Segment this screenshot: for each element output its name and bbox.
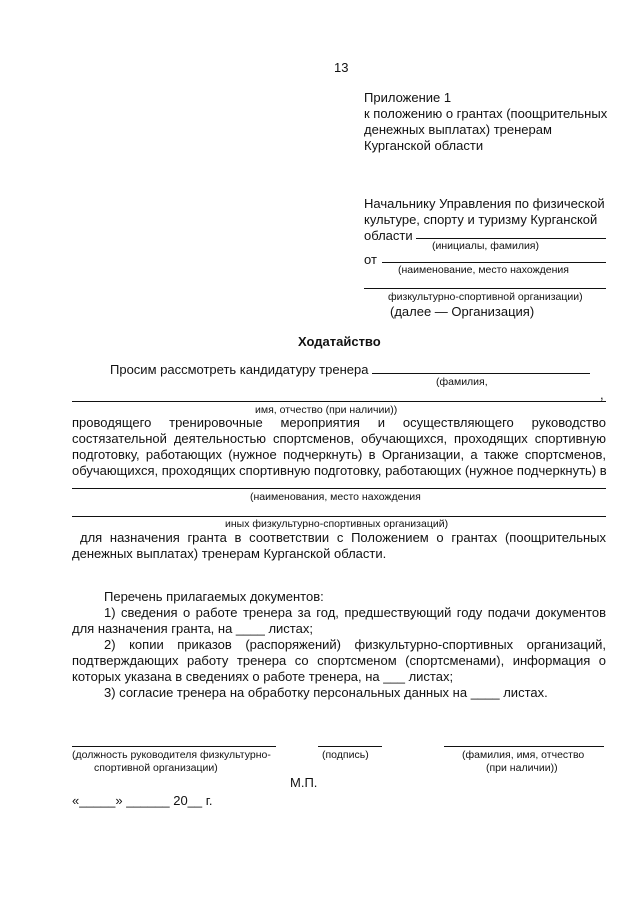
document-item-2-line-2: подтверждающих работу тренера со спортсменом (спортсменами), информация о	[72, 653, 606, 668]
trainer-name-blank	[72, 401, 606, 402]
hereafter-note: (далее — Организация)	[390, 304, 535, 319]
orgs-blank-1	[72, 488, 606, 489]
initials-blank	[416, 238, 606, 239]
appendix-line-3: денежных выплатах) тренерам	[364, 122, 552, 137]
p1-line-2: состязательной деятельностью спортсменов, обучающихся, проходящих спортивную	[72, 431, 606, 446]
document-item-1-line-1: 1) сведения о работе тренера за год, предшествующий году подачи документов	[104, 605, 606, 620]
caption-initials: (инициалы, фамилия)	[432, 240, 539, 252]
addressee-line-3: области	[364, 228, 413, 243]
p1-line-4: обучающихся, проходящих спортивную подготовку, работающих (нужное подчеркнуть) в	[72, 463, 607, 478]
stamp-label: М.П.	[290, 775, 318, 790]
caption-org-type: физкультурно-спортивной организации)	[388, 291, 583, 303]
addressee-line-2: культуре, спорту и туризму Курганской	[364, 212, 598, 227]
caption-fio-1: (фамилия, имя, отчество	[462, 749, 585, 761]
document-item-1-line-2: для назначения гранта, на ____ листах;	[72, 621, 313, 636]
date-line: «_____» ______ 20__ г.	[72, 793, 213, 808]
appendix-line-2: к положению о грантах (поощрительных	[364, 106, 608, 121]
from-blank	[382, 262, 606, 263]
document-item-2-line-3: которых указана в сведениях о работе тренера, на ___ листах;	[72, 669, 454, 684]
comma: ,	[600, 387, 604, 402]
p2-line-1: для назначения гранта в соответствии с Положением о грантах (поощрительных	[80, 530, 606, 545]
document-title: Ходатайство	[298, 334, 381, 349]
from-label: от	[364, 252, 377, 267]
orgs-blank-2	[72, 516, 606, 517]
caption-position-1: (должность руководителя физкультурно-	[72, 749, 271, 761]
document-item-3: 3) согласие тренера на обработку персональных данных на ____ листах.	[104, 685, 548, 700]
org-blank	[364, 288, 606, 289]
caption-surname: (фамилия,	[436, 376, 488, 388]
p1-line-1: проводящего тренировочные мероприятия и осуществляющего руководство	[72, 415, 606, 430]
caption-position-2: спортивной организации)	[94, 762, 218, 774]
documents-heading: Перечень прилагаемых документов:	[104, 589, 324, 604]
caption-other-orgs: иных физкультурно-спортивных организаций)	[225, 518, 449, 530]
trainer-surname-blank	[372, 373, 590, 374]
fio-blank	[444, 746, 604, 747]
p1-line-3: подготовку, работающих (нужное подчеркнуть) в Организации, а также спортсменов,	[72, 447, 606, 462]
page-number: 13	[334, 60, 349, 75]
caption-signature: (подпись)	[322, 749, 369, 761]
addressee-line-1: Начальнику Управления по физической	[364, 196, 605, 211]
p2-line-2: денежных выплатах) тренерам Курганской области.	[72, 546, 387, 561]
caption-org-name: (наименование, место нахождения	[398, 264, 569, 276]
request-text: Просим рассмотреть кандидатуру тренера	[110, 362, 369, 377]
position-blank	[72, 746, 276, 747]
appendix-line-4: Курганской области	[364, 138, 484, 153]
document-item-2-line-1: 2) копии приказов (распоряжений) физкультурно-спортивных организаций,	[104, 637, 606, 652]
caption-place: (наименования, место нахождения	[250, 491, 421, 503]
signature-blank	[318, 746, 382, 747]
caption-name-patronymic: имя, отчество (при наличии))	[255, 404, 398, 416]
caption-fio-2: (при наличии))	[486, 762, 558, 774]
appendix-line-1: Приложение 1	[364, 90, 452, 105]
